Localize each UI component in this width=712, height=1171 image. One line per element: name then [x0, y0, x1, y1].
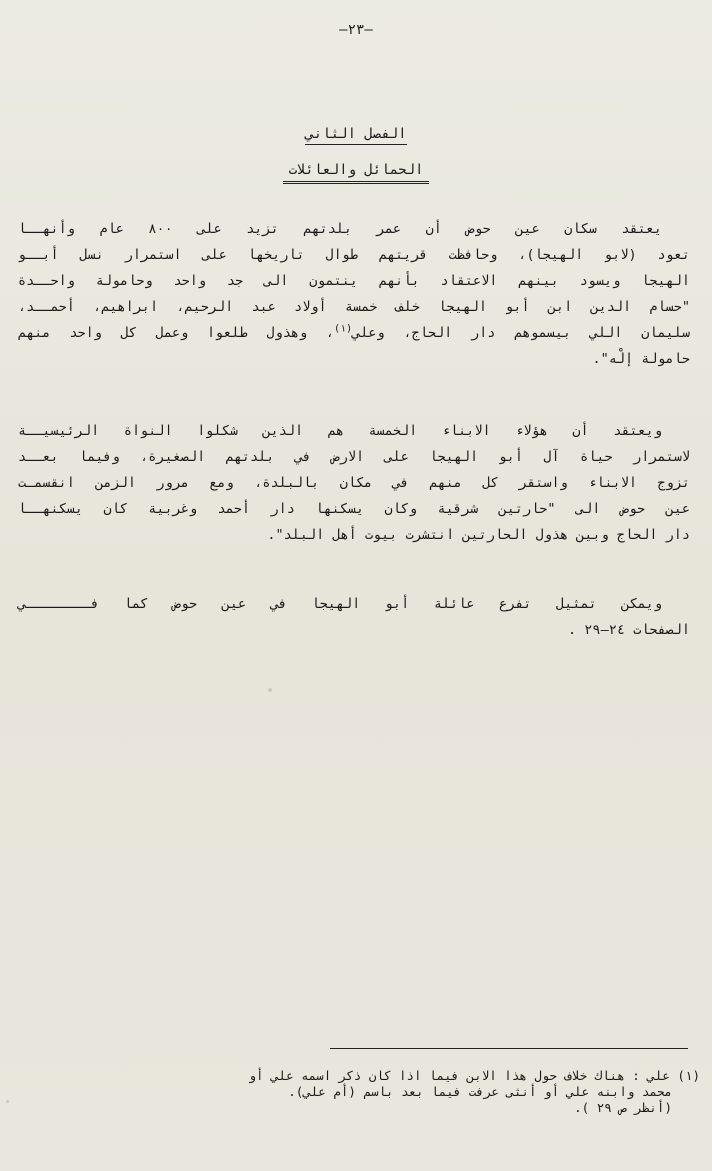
- footnote-line: (١) علي : هناك خلاف حول هذا الابن فيما اذا كان ذكر اسمه علي أو: [248, 1068, 700, 1083]
- paragraph-line-part: سليمان اللي بيسموهم دار الحاج، وعلي: [352, 325, 690, 341]
- footnote-line: محمد وابنه علي أو أنثى عرفت فيما بعد باسم (أم علي).: [288, 1084, 672, 1099]
- paragraph-3: [18, 591, 690, 643]
- paragraph-line: الصفحات ٢٤–٢٩ .: [568, 622, 690, 638]
- paper-speck: [6, 1100, 9, 1103]
- footnote-divider: [330, 1048, 688, 1049]
- paragraph-line: "حسام الدين ابن أبو الهيجا خلف خمسة أولاد عبد الرحيم، ابراهيم، أحمــد،: [18, 299, 690, 315]
- footnote: [60, 1068, 700, 1116]
- paragraph-line: حامولة إلْه".: [592, 351, 690, 367]
- paragraph-line: ويمكن تمثيل تفرع عائلة أبو الهيجا في عين حوض كما فــــــــي: [18, 596, 662, 612]
- paragraph-line: دار الحاج وبين هذول الحارتين انتشرت بيوت أهل البلد".: [267, 527, 690, 543]
- section-title: [0, 162, 712, 184]
- footnote-marker: (١): [334, 323, 353, 335]
- page-number: –٢٣–: [339, 22, 373, 38]
- chapter-title-text: الفصل الثاني: [305, 126, 406, 145]
- section-title-text: الحمائل والعائلات: [283, 162, 430, 184]
- footnote-line: (أنظر ص ٢٩ ).: [574, 1100, 672, 1115]
- paper-speck: [268, 688, 272, 692]
- paragraph-line: يعتقد سكان عين حوض أن عمر بلدتهم تزيد على ٨٠٠ عام وأنهــا: [18, 221, 662, 237]
- paragraph-line: ويعتقد أن هؤلاء الابناء الخمسة هم الذين شكلوا النواة الرئيسيــة: [18, 423, 662, 439]
- paragraph-2: [18, 418, 690, 548]
- paragraph-line-part: ، وهذول طلعوا وعمل كل واحد منهم: [18, 325, 335, 341]
- paragraph-line: الهيجا ويسود بينهم الاعتقاد بأنهم ينتمون الى جد واحد وحامولة واحــدة: [18, 273, 690, 289]
- paragraph-line: تعود (لابو الهيجا)، وحافظت قريتهم طوال تاريخها على استمرار نسل أبــو: [18, 247, 690, 263]
- paragraph-line: عين حوض الى "حارتين شرقية وكان يسكنها دار أحمد وغربية كان يسكنهــا: [18, 501, 690, 517]
- paragraph-1: [18, 216, 690, 372]
- paragraph-line: تزوج الابناء واستقر كل منهم في مكان بالبلدة، ومع مرور الزمن انقسمـت: [18, 475, 690, 491]
- paragraph-line: لاستمرار حياة آل أبو الهيجا على الارض في بلدتهم الصغيرة، وفيما بعــد: [18, 449, 690, 465]
- paragraph-line-with-footnote: [18, 320, 690, 346]
- chapter-title: [0, 126, 712, 142]
